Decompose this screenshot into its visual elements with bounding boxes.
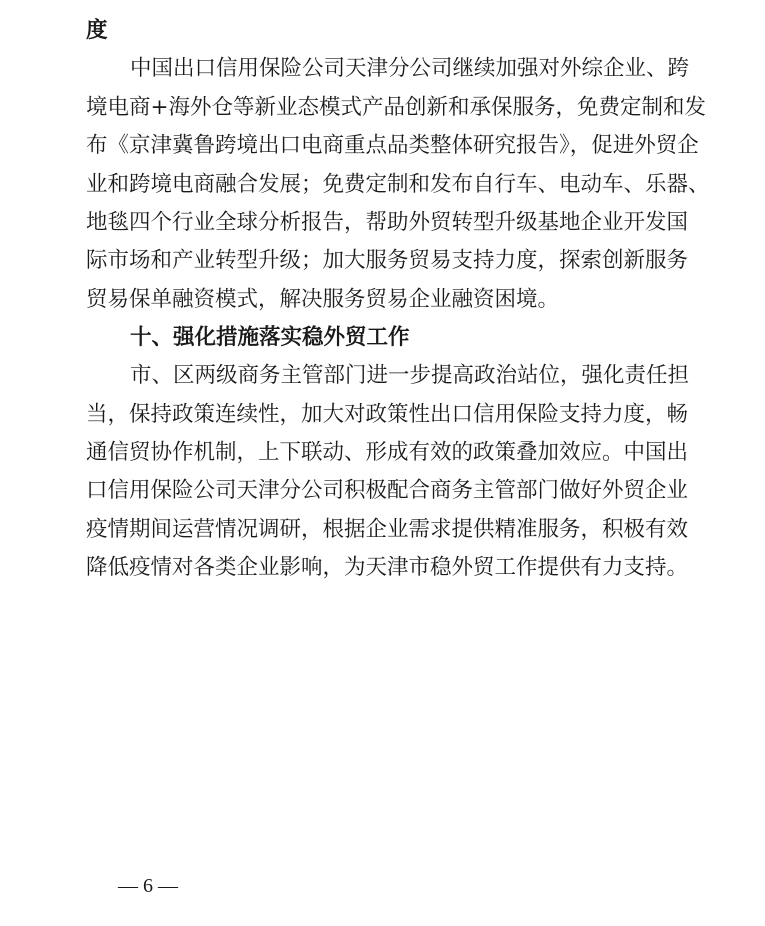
- paragraph-line: 贸易保单融资模式，解决服务贸易企业融资困境。: [86, 287, 560, 312]
- paragraph-line: 疫情期间运营情况调研，根据企业需求提供精准服务，积极有效: [86, 517, 689, 542]
- paragraph-line: 降低疫情对各类企业影响，为天津市稳外贸工作提供有力支持。: [86, 555, 689, 580]
- paragraph-line: 布《京津冀鲁跨境出口电商重点品类整体研究报告》，促进外贸企: [86, 133, 699, 158]
- paragraph-line: 际市场和产业转型升级；加大服务贸易支持力度，探索创新服务: [86, 248, 689, 273]
- paragraph-line: 业和跨境电商融合发展；免费定制和发布自行车、电动车、乐器、: [86, 172, 710, 197]
- page-number: — 6 —: [118, 875, 178, 897]
- paragraph-line: 通信贸协作机制，上下联动、形成有效的政策叠加效应。中国出: [86, 440, 689, 465]
- paragraph-line: 市、区两级商务主管部门进一步提高政治站位，强化责任担: [130, 363, 690, 388]
- paragraph-line: 地毯四个行业全球分析报告，帮助外贸转型升级基地企业开发国: [86, 210, 689, 235]
- paragraph-line: 中国出口信用保险公司天津分公司继续加强对外综企业、跨: [130, 56, 690, 81]
- paragraph-line: 当，保持政策连续性，加大对政策性出口信用保险支持力度，畅: [86, 402, 689, 427]
- paragraph-continuation-heading-fragment: 度: [86, 18, 108, 43]
- section-heading: 十、强化措施落实稳外贸工作: [130, 325, 410, 350]
- paragraph-line: 境电商+海外仓等新业态模式产品创新和承保服务，免费定制和发: [86, 95, 707, 120]
- paragraph-line: 口信用保险公司天津分公司积极配合商务主管部门做好外贸企业: [86, 478, 689, 503]
